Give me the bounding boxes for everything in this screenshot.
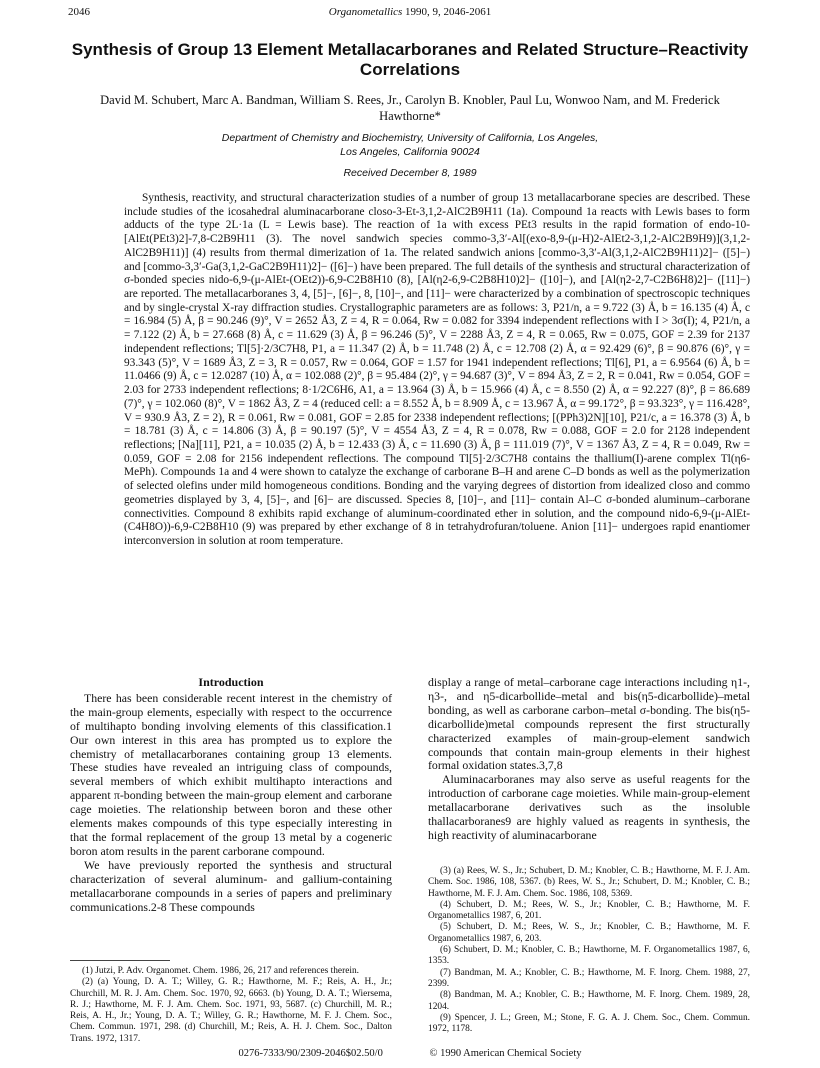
- author-list: David M. Schubert, Marc A. Bandman, William S. Rees, Jr., Carolyn B. Knobler, Paul Lu, Wonwoo Nam, and M. Frederick Hawthorne*: [100, 93, 720, 123]
- footnotes-right: [428, 866, 750, 1035]
- intro-paragraph-1: There has been considerable recent interest in the chemistry of the main-group elements, especially with respect to the occurrence of multihapto bonding involving elements of this classification.1 Our own interest in this area has prompted us to explore the chemistry of metallacarboranes containing group 13 elements. These studies have revealed an intriguing class of compounds, several members of which exhibit multihapto interactions and apparent π-bonding between the main-group element and carborane cage moieties. The relationship between boron and these other elements makes compounds of this type especially interesting in that the formal replacement of the group 13 metal by a cogeneric boron atom results in the parent carborane compound.: [70, 690, 392, 858]
- citation-detail: 1990, 9, 2046-2061: [405, 6, 492, 18]
- left-column: [70, 676, 392, 914]
- affiliation: [120, 132, 700, 159]
- abstract: Synthesis, reactivity, and structural characterization studies of a number of group 13 metallacarborane species are described. These include studies of the icosahedral aluminacarborane closo-3-Et-3,1,2-AlC2B9H11 (1a). Compound 1a reacts with Lewis bases to form adducts of the type 2L·1a (L = Lewis base). The reaction of 1a with excess PEt3 results in the rapid formation of endo-10-[AlEt(PEt3)2]-7,8-C2B9H11 (3). The novel sandwich species commo-3,3′-Al[(exo-8,9-(μ-H)2-AlEt2-3,1,2-AlC2B9H9)](3,1,2-AlC2B9H11)] (4) results from thermal dimerization of 1a. The related sandwich anions [commo-3,3′-Al(3,1,2-AlC2B9H11)2]− ([5]−) and [commo-3,3′-Ga(3,1,2-GaC2B9H11)2]− ([6]−) have been prepared. The full details of the synthesis and structural characterization of σ-bonded species nido-6,9-(μ-AlEt-(OEt2))-6,9-C2B8H10 (8), [Al(η2-6,9-C2B8H10)2]− ([10]−), and [Al(η2-2,7-C2B6H8)2]− ([11]−) are reported. The metallacarboranes 3, 4, [5]−, [6]−, 8, [10]−, and [11]− were characterized by a combination of spectroscopic techniques and by single-crystal X-ray diffraction studies. Crystallographic parameters are as follows: 3, P21/n, a = 9.722 (3) Å, b = 16.135 (4) Å, c = 16.984 (5) Å, β = 90.246 (9)°, V = 2652 Å3, Z = 4, R = 0.064, Rw = 0.082 for 3394 independent reflections with I > 3σ(I); 4, P21/n, a = 7.122 (2) Å, b = 27.668 (8) Å, c = 11.629 (3) Å, β = 96.246 (5)°, V = 2288 Å3, Z = 4, R = 0.065, Rw = 0.075, GOF = 2.39 for 2137 independent reflections; Tl[5]·2/3C7H8, P1, a = 11.347 (2) Å, b = 11.748 (2) Å, c = 12.708 (2) Å, α = 92.429 (6)°, β = 90.876 (6)°, γ = 93.343 (5)°, V = 1689 Å3, Z = 3, R = 0.057, Rw = 0.064, GOF = 1.57 for 1941 independent reflections; Tl[6], P1, a = 6.9564 (6) Å, b = 11.0466 (9) Å, c = 12.0287 (10) Å, α = 102.088 (2)°, β = 95.484 (2)°, γ = 94.687 (3)°, V = 894 Å3, Z = 2, R = 0.041, Rw = 0.054, GOF = 2.03 for 2733 independent reflections; 8·1/2C6H6, A1, a = 13.964 (3) Å, b = 15.966 (4) Å, c = 8.550 (2) Å, α = 92.227 (8)°, β = 86.689 (7)°, γ = 102.060 (8)°, V = 1862 Å3, Z = 4 (reduced cell: a = 8.552 Å, b = 8.909 Å, c = 13.967 Å, α = 99.172°, β = 93.323°, γ = 116.428°, V = 930.9 Å3, Z = 2), R = 0.061, Rw = 0.081, GOF = 2.85 for 2338 independent reflections; [(PPh3)2N][10], P21/c, a = 16.378 (3) Å, b = 18.781 (3) Å, c = 14.806 (3) Å, β = 90.197 (5)°, V = 4554 Å3, Z = 4, R = 0.078, Rw = 0.088, GOF = 2.0 for 2128 independent reflections; [Na][11], P21, a = 10.035 (2) Å, b = 12.433 (3) Å, c = 11.690 (3) Å, β = 111.019 (7)°, V = 1367 Å3, Z = 4, R = 0.049, Rw = 0.059, GOF = 2.08 for 2156 independent reflections. The compound Tl[5]·2/3C7H8 contains the thallium(I)-arene complex Tl(η6-MePh). Compounds 1a and 4 were shown to catalyze the exchange of carborane B–H and arene C–D bonds as well as the polymerization of selected olefins under mild homogeneous conditions. Bonding and the varying degrees of distortion from idealized closo and commo geometries displayed by 3, 4, [5]−, and [6]− are discussed. Species 8, [10]−, and [11]− contain Al–C σ-bonded aluminum–carborane connectivities. Compound 8 exhibits rapid exchange of aluminum-coordinated ether in solution, and the compound nido-6,9-(μ-AlEt-(C4H8O))-6,9-C2B8H10 (9) was prepared by ether exchange of 8 in tetrahydrofuran/toluene. Anion [11]− undergoes rapid enantiomer interconversion in solution at room temperature.: [124, 192, 750, 547]
- article-code: 0276-7333/90/2309-2046$02.50/0: [238, 1048, 383, 1059]
- footnote-7: (7) Bandman, M. A.; Knobler, C. B.; Hawthorne, M. F. Inorg. Chem. 1988, 27, 2399.: [428, 967, 750, 989]
- footnote-8: (8) Bandman, M. A.; Knobler, C. B.; Hawthorne, M. F. Inorg. Chem. 1989, 28, 1204.: [428, 990, 750, 1012]
- right-column: [428, 676, 750, 843]
- footnotes-left: [70, 966, 392, 1045]
- footnote-9: (9) Spencer, J. L.; Green, M.; Stone, F. G. A. J. Chem. Soc., Chem. Commun. 1972, 1178.: [428, 1012, 750, 1035]
- journal-citation: [68, 6, 752, 18]
- footnote-4: (4) Schubert, D. M.; Rees, W. S., Jr.; Knobler, C. B.; Hawthorne, M. F. Organometallics 1987, 6, 201.: [428, 899, 750, 922]
- copyright-notice: © 1990 American Chemical Society: [429, 1048, 582, 1059]
- journal-name: Organometallics: [328, 6, 403, 18]
- footnote-rule-left: [70, 960, 170, 961]
- page-footer: [0, 1048, 820, 1059]
- received-date: Received December 8, 1989: [343, 167, 477, 179]
- affiliation-line-1: Department of Chemistry and Biochemistry, University of California, Los Angeles,: [221, 132, 599, 144]
- intro-paragraph-2: We have previously reported the synthesis and structural characterization of several aluminum- and gallium-containing metallacarborane compounds in a series of papers and preliminary communications.2-8 These compounds: [70, 857, 392, 914]
- section-heading-introduction: Introduction: [198, 675, 264, 689]
- running-header: [68, 6, 752, 22]
- footnote-2: (2) (a) Young, D. A. T.; Willey, G. R.; Hawthorne, M. F.; Reis, A. H., Jr.; Churchill, M. R. J. Am. Chem. Soc. 1970, 92, 6663. (b) Young, D. A. T.; Wiersema, R. J.; Hawthorne, M. F. J. Am. Chem. Soc. 1971, 93, 5687. (c) Churchill, M. R.; Reis, A. H., Jr.; Young, D. A. T.; Willey, G. R.; Hawthorne, M. F. J. Chem. Soc., Chem. Commun. 1971, 298. (d) Churchill, M.; Reis, A. H. J. Chem. Soc., Dalton Trans. 1972, 1317.: [70, 977, 392, 1044]
- page-number: 2046: [68, 6, 90, 18]
- paper-title: Synthesis of Group 13 Element Metallacarboranes and Related Structure–Reactivity Correlations: [71, 40, 749, 79]
- footnote-6: (6) Schubert, D. M.; Knobler, C. B.; Hawthorne, M. F. Organometallics 1987, 6, 1353.: [428, 945, 750, 967]
- footnote-3: (3) (a) Rees, W. S., Jr.; Schubert, D. M.; Knobler, C. B.; Hawthorne, M. F. J. Am. Chem. Soc. 1986, 108, 5367. (b) Rees, W. S., Jr.; Schubert, D. M.; Knobler, C. B.; Hawthorne, M. F. J. Am. Chem. Soc. 1986, 108, 5369.: [428, 866, 750, 899]
- footnote-1: (1) Jutzi, P. Adv. Organomet. Chem. 1986, 26, 217 and references therein.: [82, 966, 360, 976]
- affiliation-line-2: Los Angeles, California 90024: [340, 145, 480, 158]
- intro-paragraph-3: display a range of metal–carborane cage interactions including η1-, η3-, and η5-dicarbollide–metal and bis(η5-dicarbollide)–metal bonding, as well as carborane carbon–metal σ-bonding. The bis(η5-dicarbollide)metal compounds represent the first structurally characterized examples of main-group-element sandwich compounds that contain main-group elements in their highest formal oxidation states.3,7,8: [428, 675, 750, 773]
- intro-paragraph-4: Aluminacarboranes may also serve as useful reagents for the introduction of carborane cage moieties. While main-group-element metallacarborane derivatives such as the insoluble thallacarboranes9 are highly valued as reagents in synthesis, the high reactivity of aluminacarborane: [428, 772, 750, 842]
- footnote-5: (5) Schubert, D. M.; Rees, W. S., Jr.; Knobler, C. B.; Hawthorne, M. F. Organometallics 1987, 6, 203.: [428, 922, 750, 944]
